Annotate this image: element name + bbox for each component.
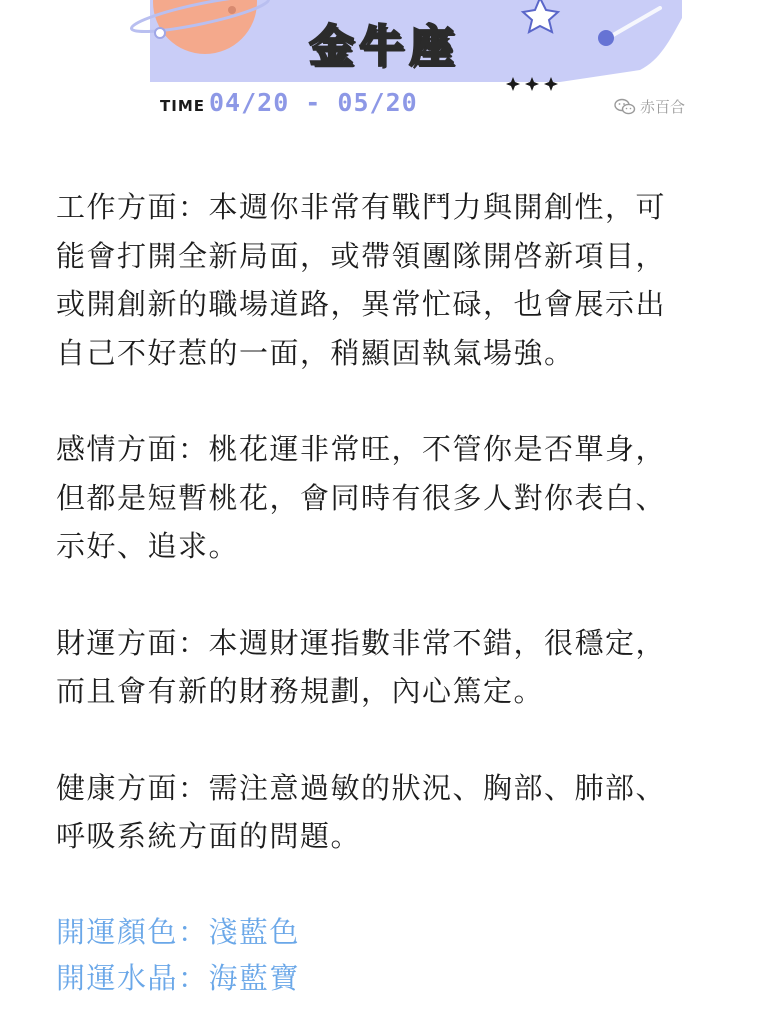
lucky-crystal: 開運水晶：海藍寶 [56, 960, 301, 995]
time-label: TIME [160, 97, 205, 115]
watermark-label: 赤百合 [640, 98, 686, 116]
section-work [56, 183, 726, 377]
line: 而且會有新的財務規劃，內心篤定。 [56, 674, 545, 708]
time-value: 04/20 - 05/20 [209, 88, 418, 117]
line: 健康方面：需注意過敏的狀況、胸部、肺部、 [56, 770, 667, 805]
lucky-info [56, 909, 726, 1001]
lucky-color: 開運顏色：淺藍色 [56, 914, 301, 949]
watermark [614, 96, 685, 117]
line: 示好、追求。 [56, 529, 240, 563]
horoscope-content [56, 183, 726, 1001]
section-wealth [56, 619, 726, 716]
wechat-icon [614, 98, 636, 116]
line: 財運方面：本週財運指數非常不錯，很穩定， [56, 625, 667, 660]
line: 或開創新的職場道路，異常忙碌，也會展示出 [56, 287, 667, 321]
line: 自己不好惹的一面，稍顯固執氣場強。 [56, 335, 575, 370]
section-health [56, 764, 726, 861]
date-range [160, 88, 418, 122]
line: 工作方面：本週你非常有戰鬥力與開創性，可 [56, 190, 667, 224]
line: 能會打開全新局面，或帶領團隊開啓新項目， [56, 238, 667, 273]
section-love [56, 425, 726, 571]
line: 但都是短暫桃花，會同時有很多人對你表白、 [56, 480, 667, 515]
sparkle-stars-icon [506, 77, 558, 91]
header-banner [0, 0, 769, 100]
page-title: 金牛座 [309, 21, 460, 72]
line: 呼吸系統方面的問題。 [56, 819, 362, 853]
line: 感情方面：桃花運非常旺，不管你是否單身， [56, 432, 667, 466]
